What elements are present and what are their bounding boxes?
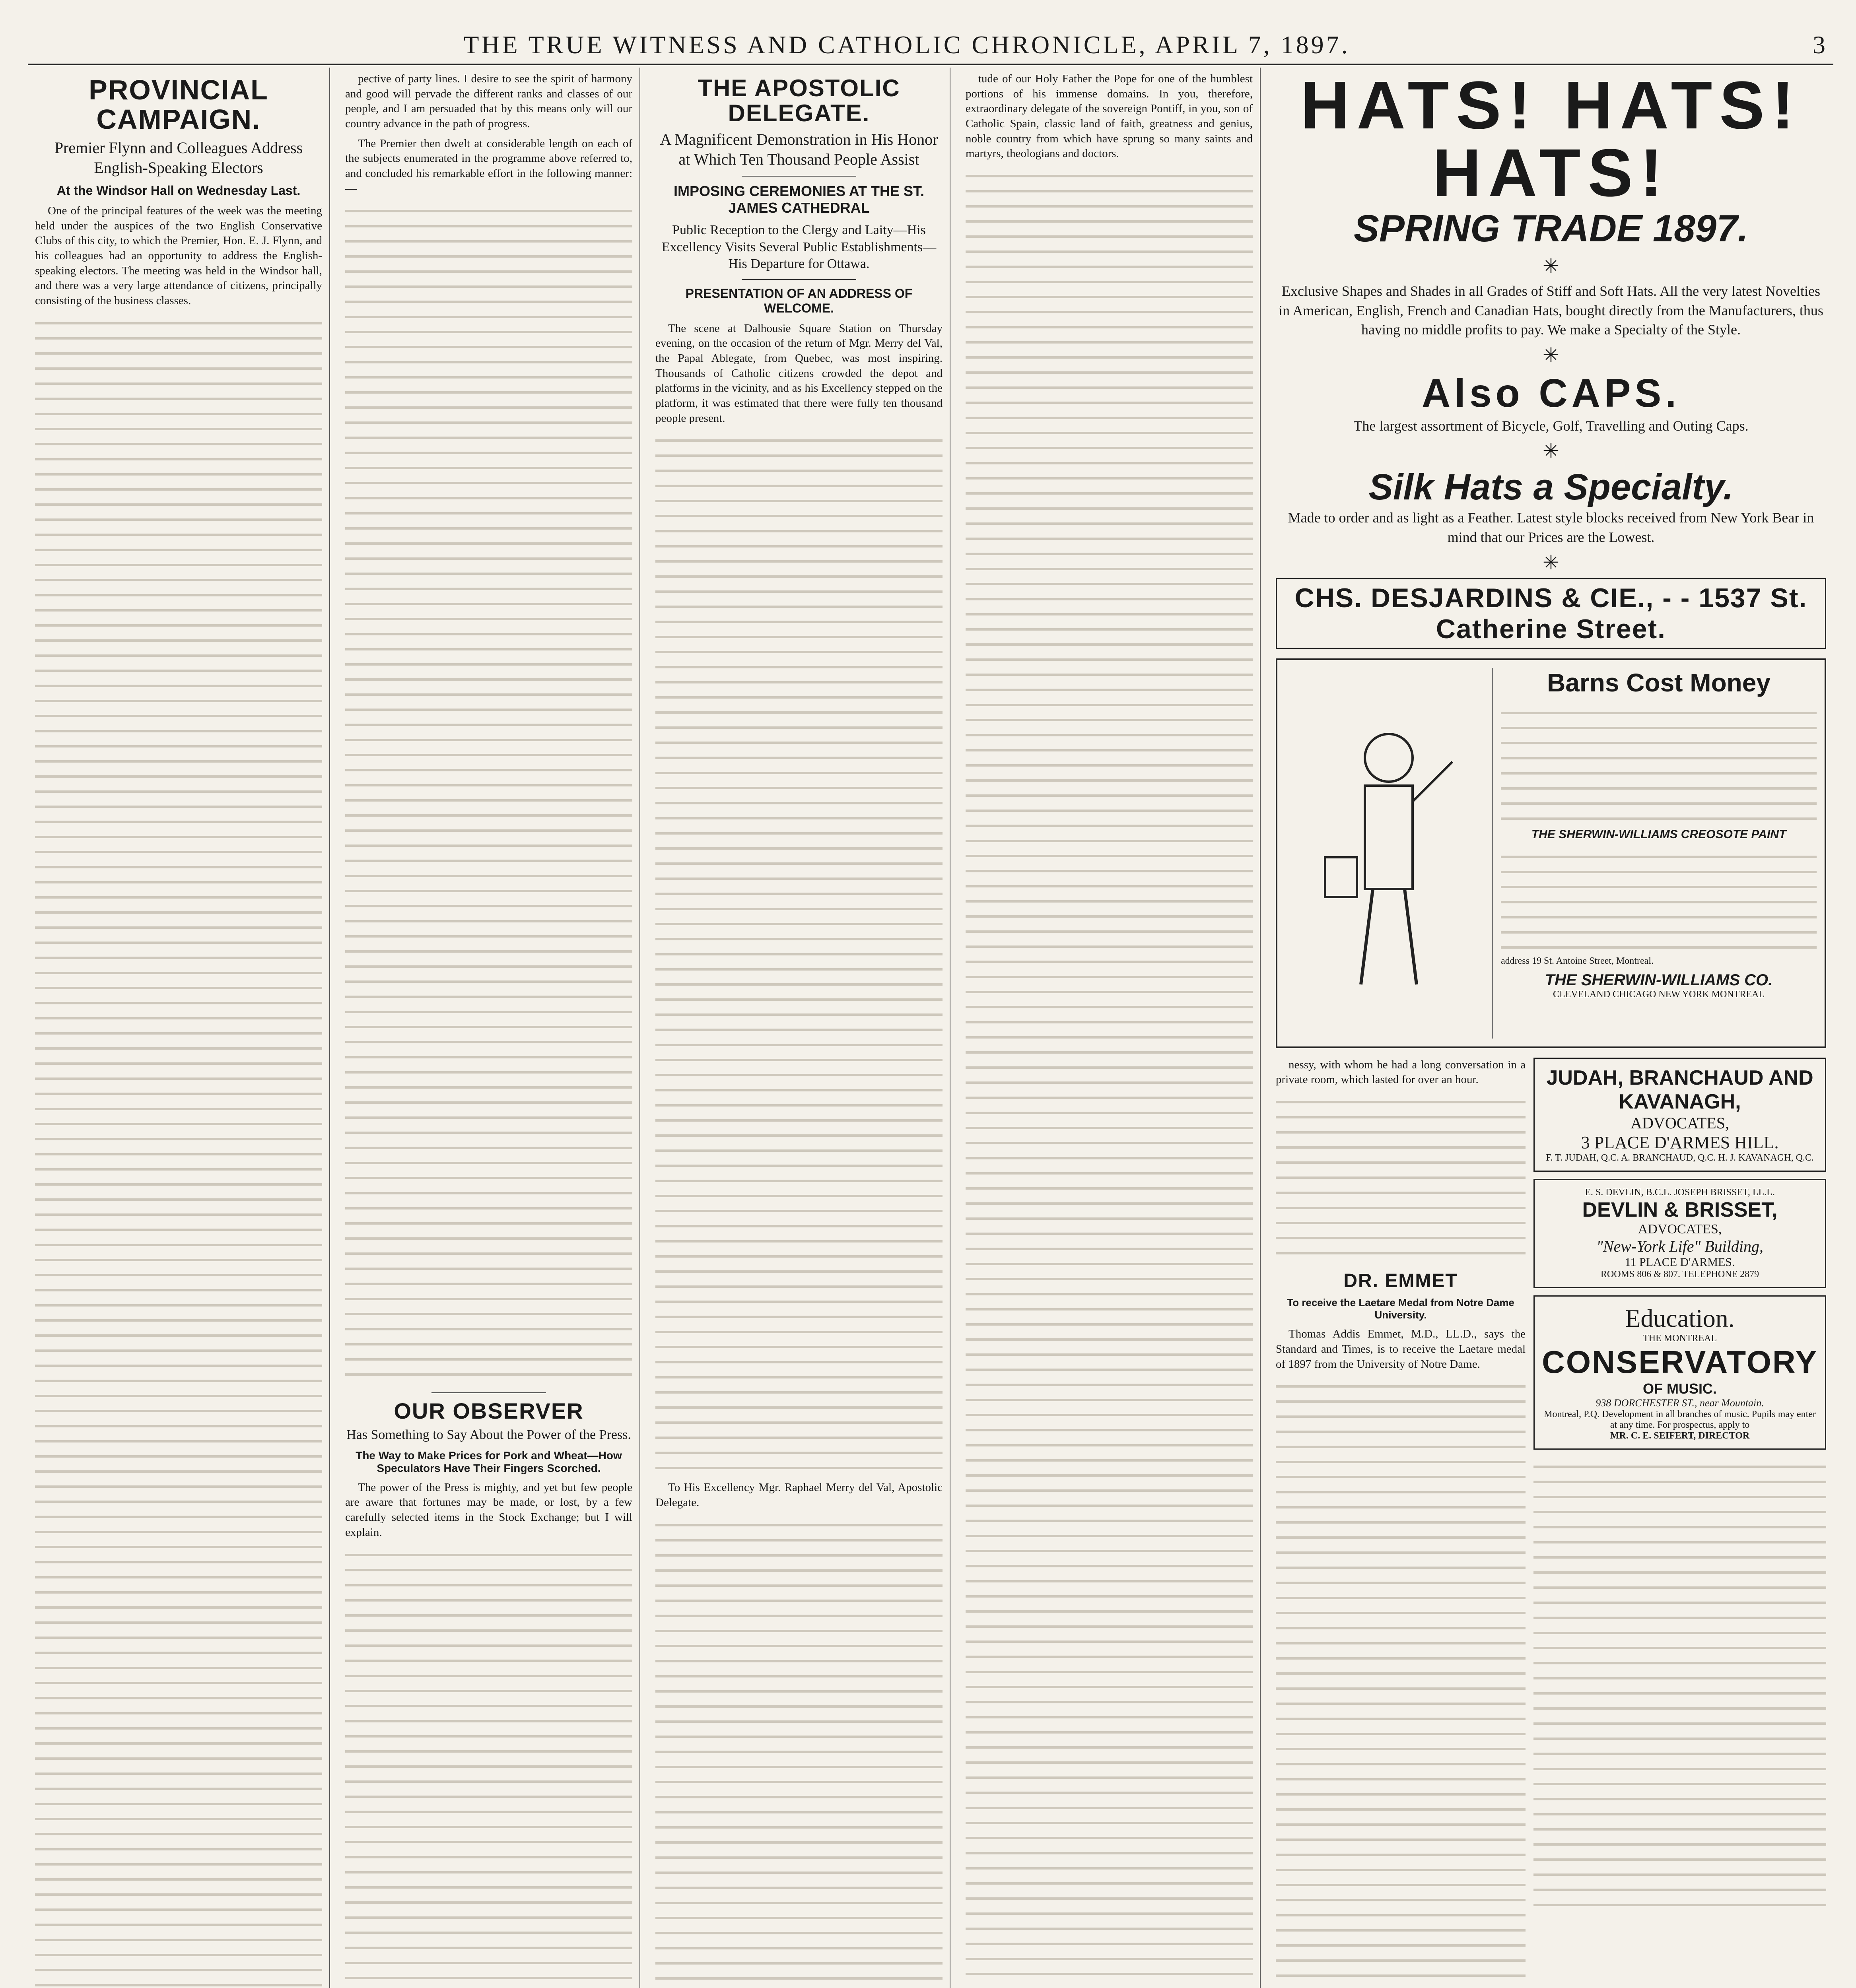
judah-names: F. T. JUDAH, Q.C. A. BRANCHAUD, Q.C. H. J. KAVANAGH, Q.C. xyxy=(1546,1152,1814,1163)
devlin-address: 11 PLACE D'ARMES. xyxy=(1625,1255,1735,1269)
delegate-paragraph: The scene at Dalhousie Square Station on Thursday evening, on the occasion of the return of Mgr. Merry del Val, the Papal Ablegate, from Quebec, was most inspiring. Thousands of Catholic citizens crowded the depot and platforms in the vicinity, and as his Excellency stepped on the platform, it was estimated that there were fully ten thousand people present. xyxy=(655,322,943,425)
barns-address: address 19 St. Antoine Street, Montreal. xyxy=(1501,955,1654,966)
columns xyxy=(28,68,1833,1988)
column-delegate xyxy=(648,68,950,1988)
masthead xyxy=(28,16,1833,65)
conservatory-ad xyxy=(1533,1295,1826,1450)
speech-lead: pective of party lines. I desire to see the spirit of harmony and good will pervade the different ranks and classes of our people, and I am persuaded that by this means only will our country advance in the path of progress. xyxy=(345,72,632,130)
delegate-subhead-2: Public Reception to the Clergy and Laity—His Excellency Visits Several Public Establishments—His Departure for Ottawa. xyxy=(661,223,937,271)
devlin-names: E. S. DEVLIN, B.C.L. JOSEPH BRISSET, LL.L. xyxy=(1585,1187,1775,1198)
address-salutation: To His Excellency Mgr. Raphael Merry del Val, Apostolic Delegate. xyxy=(655,1481,943,1509)
devlin-rooms: ROOMS 806 & 807. TELEPHONE 2879 xyxy=(1600,1269,1759,1279)
judah-branchaud-ad xyxy=(1533,1058,1826,1172)
star-ornament-icon: ✳ xyxy=(1543,440,1559,462)
article-body-text xyxy=(1533,1457,1826,1914)
emmet-headline: DR. EMMET xyxy=(1343,1270,1458,1291)
ad-body-text xyxy=(1501,703,1817,822)
speech-paragraph: The Premier then dwelt at considerable length on each of the subjects enumerated in the programme above referred to, and concluded his remarkable effort in the following manner:— xyxy=(345,137,632,195)
conservatory-of-music: OF MUSIC. xyxy=(1643,1380,1717,1397)
article-body-text xyxy=(1276,1376,1526,1988)
campaign-kicker: At the Windsor Hall on Wednesday Last. xyxy=(56,183,301,198)
education-heading: Education. xyxy=(1625,1304,1735,1332)
advocates-column xyxy=(1533,1058,1826,1988)
devlin-building: "New-York Life" Building, xyxy=(1596,1237,1764,1255)
newspaper-page xyxy=(28,16,1833,1988)
star-ornament-icon: ✳ xyxy=(1543,551,1559,574)
observer-paragraph: The power of the Press is mighty, and yet but few people are aware that fortunes may be made, or lost, by a few carefully selected items in the Stock Exchange; but I will explain. xyxy=(345,1481,632,1539)
judah-advocates: ADVOCATES, xyxy=(1631,1114,1729,1132)
lower-ads-grid xyxy=(1276,1058,1826,1988)
emmet-column xyxy=(1276,1058,1526,1988)
judah-firm: JUDAH, BRANCHAUD AND KAVANAGH, xyxy=(1546,1066,1813,1113)
page-number: 3 xyxy=(1813,31,1825,59)
divider xyxy=(742,279,857,280)
devlin-firm: DEVLIN & BRISSET, xyxy=(1582,1198,1778,1221)
address-paragraph: tude of our Holy Father the Pope for one of the humblest portions of his immense domains. In you, therefore, extraordinary delegate of the sovereign Pontiff, in you, son of Catholic Spain, classic land of faith, greatness and genius, noble country from which have sprung so many saints and martyrs, theologians and doctors. xyxy=(966,72,1253,160)
conservatory-name: CONSERVATORY xyxy=(1542,1344,1818,1380)
column-advertisements xyxy=(1269,68,1833,1988)
article-body-text xyxy=(1276,1092,1526,1267)
address-kicker: PRESENTATION OF AN ADDRESS OF WELCOME. xyxy=(685,286,913,315)
article-body-text xyxy=(966,166,1253,1988)
article-body-text xyxy=(655,431,943,1480)
sherwin-williams-name: THE SHERWIN-WILLIAMS CO. xyxy=(1545,971,1773,989)
conservatory-info: Montreal, P.Q. Development in all branches of music. Pupils may enter at any time. For prospectus, apply to xyxy=(1544,1409,1816,1430)
sherwin-williams-ad xyxy=(1276,658,1826,1048)
hats-banner: HATS! HATS! HATS! xyxy=(1300,68,1802,211)
judah-address: 3 PLACE D'ARMES HILL. xyxy=(1581,1132,1779,1152)
delegate-headline: THE APOSTOLIC DELEGATE. xyxy=(698,75,900,126)
column-campaign xyxy=(28,68,330,1988)
emmet-subhead: To receive the Laetare Medal from Notre Dame University. xyxy=(1287,1297,1514,1321)
desjardins-address: CHS. DESJARDINS & CIE., - - 1537 St. Catherine Street. xyxy=(1276,578,1826,649)
divider xyxy=(742,176,857,177)
article-body-text xyxy=(655,1515,943,1988)
campaign-headline: PROVINCIAL CAMPAIGN. xyxy=(89,74,268,135)
painter-illustration-icon xyxy=(1285,668,1493,1039)
star-ornament-icon: ✳ xyxy=(1543,344,1559,366)
creosote-paint: THE SHERWIN-WILLIAMS CREOSOTE PAINT xyxy=(1531,827,1786,841)
devlin-brisset-ad xyxy=(1533,1179,1826,1288)
hats-text: Exclusive Shapes and Shades in all Grades of Stiff and Soft Hats. All the very latest Novelties in American, English, French and Canadian Hats, bought directly from the Manufacturers, thus having no middle profits to pay. We make a Specialty of the Style. xyxy=(1279,283,1823,338)
observer-headline: OUR OBSERVER xyxy=(394,1398,584,1423)
observer-kicker: The Way to Make Prices for Pork and Wheat—How Speculators Have Their Fingers Scorched. xyxy=(356,1449,622,1474)
column-speech xyxy=(338,68,640,1988)
reception-paragraph: nessy, with whom he had a long conversation in a private room, which lasted for over an hour. xyxy=(1276,1058,1526,1086)
ad-body-text xyxy=(1501,847,1817,950)
conservatory-inst: THE MONTREAL xyxy=(1643,1333,1717,1343)
article-body-text xyxy=(345,1545,632,1988)
delegate-kicker: IMPOSING CEREMONIES AT THE ST. JAMES CATHEDRAL xyxy=(673,183,925,216)
masthead-title: THE TRUE WITNESS AND CATHOLIC CHRONICLE, APRIL 7, 1897. xyxy=(463,31,1350,59)
divider xyxy=(431,1392,546,1393)
column-address xyxy=(958,68,1261,1988)
article-body-text xyxy=(345,201,632,1386)
delegate-subhead: A Magnificent Demonstration in His Honor at Which Ten Thousand People Assist xyxy=(660,130,938,168)
star-ornament-icon: ✳ xyxy=(1543,255,1559,277)
conservatory-address: 938 DORCHESTER ST., near Mountain. xyxy=(1596,1397,1764,1409)
silk-hats-heading: Silk Hats a Specialty. xyxy=(1368,467,1734,508)
devlin-advocates: ADVOCATES, xyxy=(1638,1221,1722,1237)
campaign-paragraph: One of the principal features of the week was the meeting held under the auspices of the two English Conservative Clubs of this city, to which the Premier, Hon. E. J. Flynn, and his colleagues had an opportunity to address the English-speaking electors. The meeting was held in the Windsor hall, and there was a very large attendance of citizens, principally consisting of the business classes. xyxy=(35,204,322,307)
barns-copy xyxy=(1493,668,1817,1039)
emmet-paragraph: Thomas Addis Emmet, M.D., LL.D., says the Standard and Times, is to receive the Laetare medal of 1897 from the University of Notre Dame. xyxy=(1276,1328,1526,1371)
silk-hats-text: Made to order and as light as a Feather. Latest style blocks received from New York Bear in mind that our Prices are the Lowest. xyxy=(1288,510,1814,545)
sherwin-williams-cities: CLEVELAND CHICAGO NEW YORK MONTREAL xyxy=(1553,989,1765,1000)
caps-heading: Also CAPS. xyxy=(1421,371,1681,415)
article-body-text xyxy=(35,313,322,1988)
barns-title: Barns Cost Money xyxy=(1547,668,1770,697)
campaign-subhead: Premier Flynn and Colleagues Address English-Speaking Electors xyxy=(54,139,303,177)
conservatory-director: MR. C. E. SEIFERT, DIRECTOR xyxy=(1610,1430,1750,1441)
spring-trade: SPRING TRADE 1897. xyxy=(1353,207,1749,250)
caps-text: The largest assortment of Bicycle, Golf, Travelling and Outing Caps. xyxy=(1353,417,1749,434)
observer-subhead: Has Something to Say About the Power of the Press. xyxy=(346,1427,631,1442)
